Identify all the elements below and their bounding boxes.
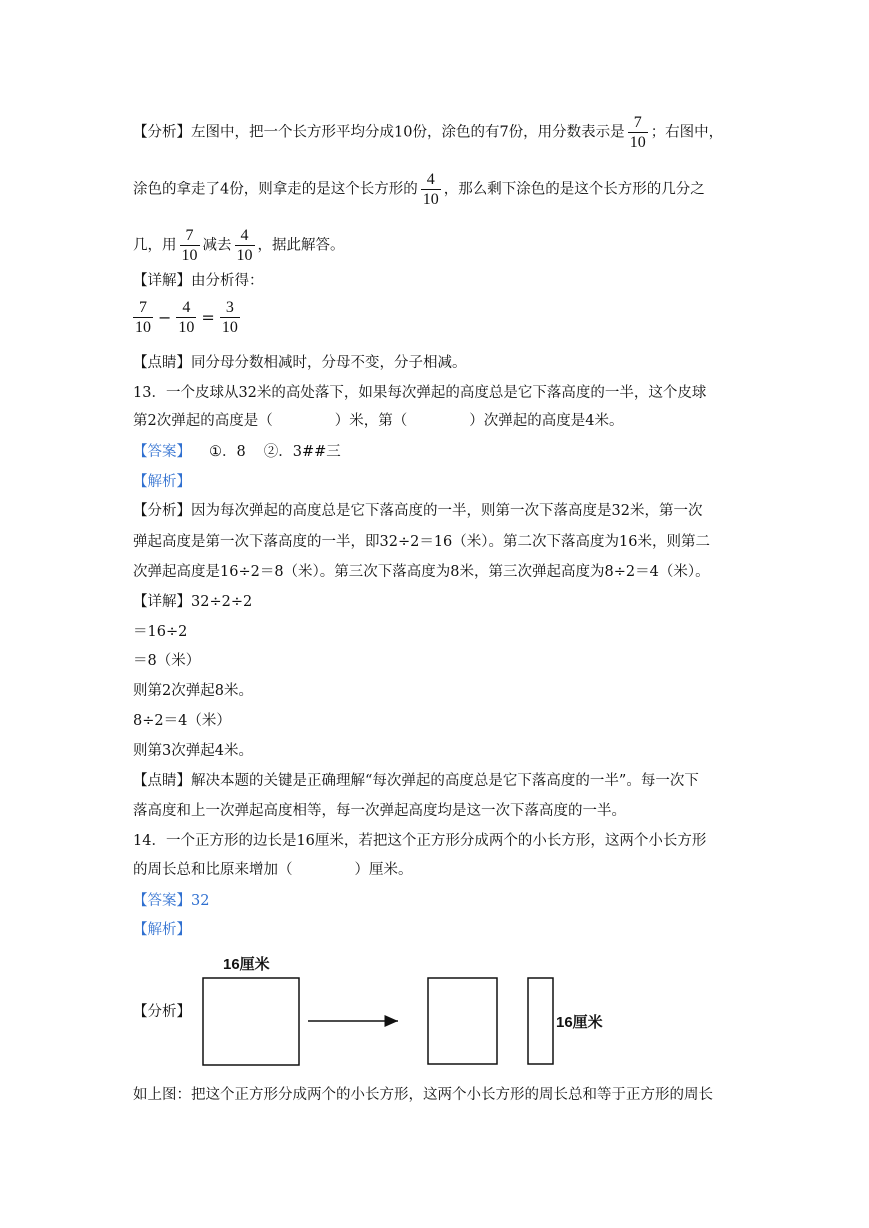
q12-detail: 【详解】由分析得： — [133, 273, 264, 289]
q12-comment: 【点睛】同分母分数相减时，分母不变，分子相减。 — [133, 355, 467, 371]
side-length-label: 16厘米 — [556, 1014, 603, 1031]
q13-detail-line1: 【详解】32÷2÷2 — [133, 594, 253, 610]
fraction-three-tenths: $\frac{3}{10}$ — [221, 299, 238, 336]
q13-solution-label: 【解析】 — [133, 474, 191, 490]
q14-question-line2: 的周长总和比原来增加（ ）厘米。 — [133, 862, 413, 878]
wide-rectangle — [428, 978, 497, 1064]
q14-answer: 【答案】32 — [133, 893, 210, 909]
original-square — [203, 978, 299, 1065]
q13-detail-line2: ＝16÷2 — [133, 624, 188, 640]
q13-detail-line6: 则第3次弹起4米。 — [133, 743, 253, 759]
q13-analysis-line1: 【分析】因为每次弹起的高度总是它下落高度的一半，则第一次下落高度是32米，第一次 — [133, 503, 703, 519]
q13-analysis-line3: 次弹起高度是16÷2＝8（米）。第三次下落高度为8米，第三次弹起高度为8÷2＝4（米）。 — [133, 564, 710, 580]
q13-comment-line1: 【点睛】解决本题的关键是正确理解“每次弹起的高度总是它下落高度的一半”。每一次下 — [133, 773, 699, 789]
fraction-four-tenths: $\frac{4}{10}$ — [178, 299, 195, 336]
q14-solution-label: 【解析】 — [133, 922, 191, 938]
equals-sign: = — [201, 307, 215, 327]
q14-figure-label: 【分析】 — [133, 1004, 191, 1020]
q13-question-line2: 第2次弹起的高度是（ ）米，第（ ）次弹起的高度是4米。 — [133, 413, 624, 429]
square-split-diagram — [190, 945, 630, 1075]
minus-sign: − — [158, 307, 172, 327]
fraction-seven-tenths: $\frac{7}{10}$ — [629, 114, 646, 151]
fraction-seven-tenths: $\frac{7}{10}$ — [181, 227, 198, 264]
q13-question-line1: 13．一个皮球从32米的高处落下，如果每次弹起的高度总是它下落高度的一半，这个皮球 — [133, 385, 707, 401]
q13-detail-line4: 则第2次弹起8米。 — [133, 683, 253, 699]
q12-analysis-line2: 涂色的拿走了4份，则拿走的是这个长方形的 $\frac{4}{10}$ ，那么剩下涂色的是这个长方形的几分之 — [133, 171, 705, 208]
q12-analysis-line1: 【分析】左图中，把一个长方形平均分成10份，涂色的有7份，用分数表示是 $\frac{7}{10}$ ；右图中， — [133, 114, 724, 151]
fraction-four-tenths: $\frac{4}{10}$ — [422, 171, 439, 208]
top-side-label: 16厘米 — [223, 956, 270, 973]
q13-comment-line2: 落高度和上一次弹起高度相等，每一次弹起高度均是这一次下落高度的一半。 — [133, 803, 626, 819]
fraction-seven-tenths: $\frac{7}{10}$ — [135, 299, 151, 336]
fraction-four-tenths: $\frac{4}{10}$ — [236, 227, 253, 264]
q13-detail-line3: ＝8（米） — [133, 653, 201, 669]
q13-analysis-line2: 弹起高度是第一次下落高度的一半，即32÷2＝16（米）。第二次下落高度为16米，则第二 — [133, 534, 710, 550]
q12-analysis-line3: 几，用 $\frac{7}{10}$ 减去 $\frac{4}{10}$ ，据此解答。 — [133, 227, 345, 264]
q13-answer: 【答案】 ①．8 ②．3##三 — [133, 444, 341, 460]
q13-detail-line5: 8÷2＝4（米） — [133, 713, 231, 729]
q14-question-line1: 14．一个正方形的边长是16厘米，若把这个正方形分成两个的小长方形，这两个小长方形 — [133, 833, 707, 849]
narrow-rectangle — [528, 978, 553, 1064]
q14-explanation-line: 如上图：把这个正方形分成两个的小长方形，这两个小长方形的周长总和等于正方形的周长 — [133, 1087, 713, 1103]
q12-equation — [133, 298, 243, 337]
